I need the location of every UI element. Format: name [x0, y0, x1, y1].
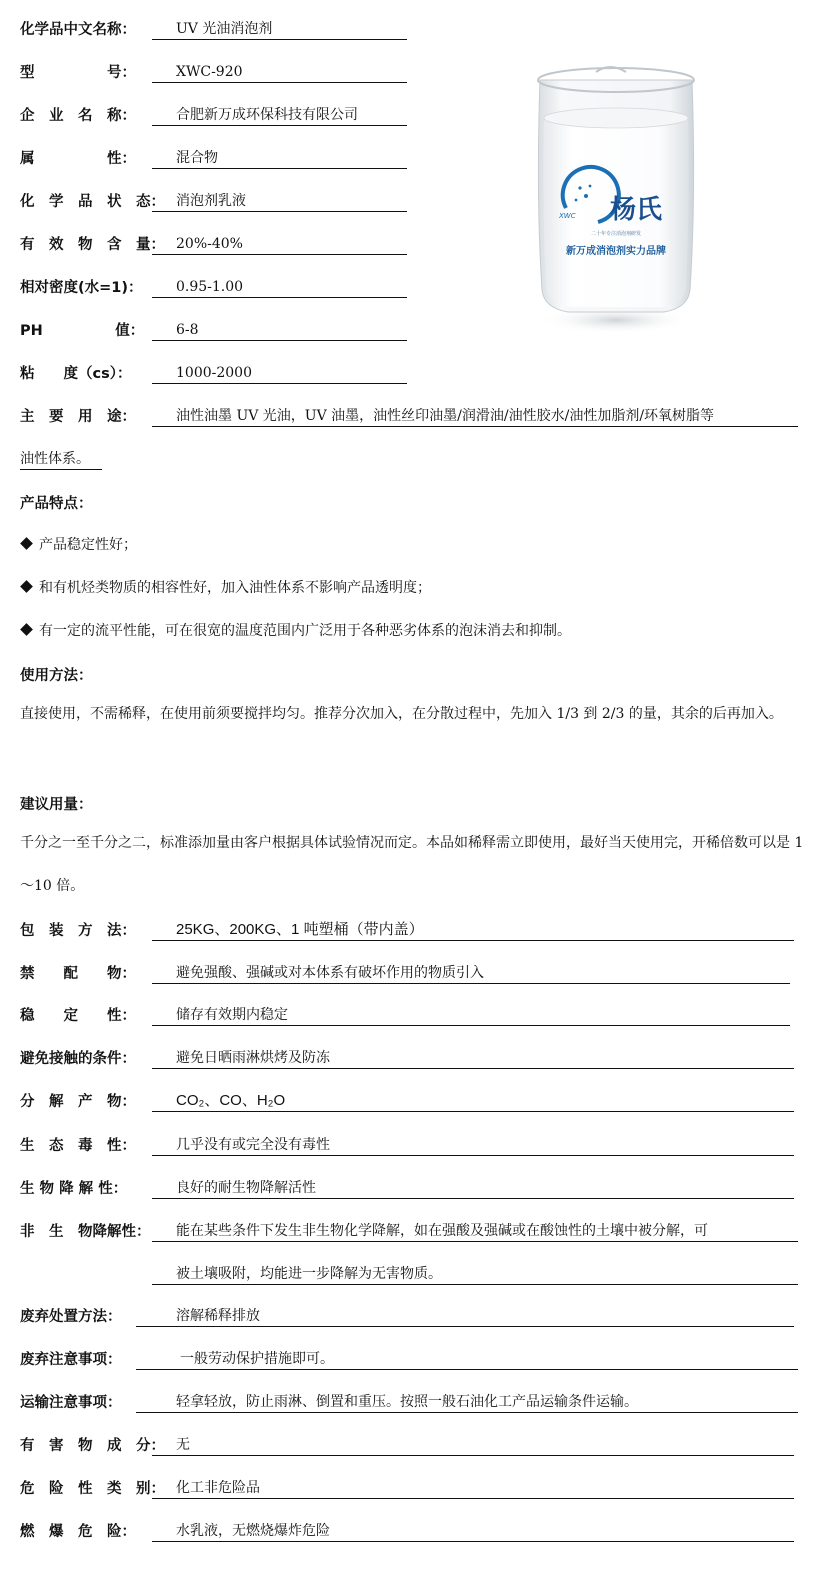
spec-label: PH 值：	[20, 323, 145, 339]
feature-item	[20, 535, 137, 555]
detail-label: 运输注意事项：	[20, 1395, 122, 1411]
detail-label: 有 害 物 成 分：	[20, 1438, 165, 1454]
spec-value: 1000-2000	[152, 363, 407, 384]
spec-label: 化学品中文名称：	[20, 22, 136, 38]
detail-value: 避免日晒雨淋烘烤及防冻	[152, 1048, 794, 1069]
detail-label: 避免接触的条件：	[20, 1051, 136, 1067]
usage-line1: 油性油墨 UV 光油，UV 油墨，油性丝印油墨/润滑油/油性胶水/油性加脂剂/环氧树脂等	[152, 406, 798, 427]
spec-value: UV 光油消泡剂	[152, 19, 407, 40]
product-beaker-image	[528, 58, 704, 340]
brand-name: 杨氏	[610, 195, 663, 225]
bullet-icon	[20, 580, 33, 593]
spec-value: 消泡剂乳液	[152, 191, 407, 212]
feature-text: 和有机烃类物质的相容性好，加入油性体系不影响产品透明度；	[39, 580, 431, 596]
usage-line2: 油性体系。	[20, 449, 102, 470]
detail-label: 废弃注意事项：	[20, 1352, 122, 1368]
detail-label: 危 险 性 类 别：	[20, 1481, 165, 1497]
detail-value: CO₂、CO、H₂O	[152, 1091, 794, 1112]
method-text: 直接使用，不需稀释，在使用前须要搅拌均匀。推荐分次加入，在分散过程中，先加入 1/3 到 2/3 的量，其余的后再加入。	[20, 706, 783, 722]
spec-label: 化 学 品 状 态：	[20, 194, 165, 210]
detail-label: 燃 爆 危 险：	[20, 1524, 136, 1540]
spec-label: 有 效 物 含 量：	[20, 237, 165, 253]
detail-label: 稳 定 性：	[20, 1008, 136, 1024]
detail-value: 25KG、200KG、1 吨塑桶（带内盖）	[152, 920, 794, 941]
small-tagline: 二十年专注消泡剂研发	[590, 231, 642, 237]
bullet-icon	[20, 537, 33, 550]
detail-value: 化工非危险品	[152, 1478, 794, 1499]
spec-label: 粘 度（cs）：	[20, 366, 132, 382]
spec-value: 合肥新万成环保科技有限公司	[152, 105, 407, 126]
spec-value: 0.95-1.00	[152, 277, 407, 298]
bullet-icon	[20, 623, 33, 636]
detail-value: 良好的耐生物降解活性	[152, 1178, 794, 1199]
feature-text: 有一定的流平性能，可在很宽的温度范围内广泛用于各种恶劣体系的泡沫消去和抑制。	[39, 623, 571, 639]
nonbio-line2: 被土壤吸附，均能进一步降解为无害物质。	[152, 1264, 798, 1285]
dosage-text: 千分之一至千分之二，标准添加量由客户根据具体试验情况而定。本品如稀释需立即使用，最好当天使用完，开稀倍数可以是 1～10 倍。	[20, 835, 804, 894]
detail-value: 几乎没有或完全没有毒性	[152, 1135, 794, 1156]
detail-label: 禁 配 物：	[20, 966, 136, 982]
detail-value: 避免强酸、强碱或对本体系有破坏作用的物质引入	[152, 963, 790, 984]
feature-item	[20, 621, 571, 641]
spec-value: 混合物	[152, 148, 407, 169]
detail-value: 溶解稀释排放	[136, 1306, 794, 1327]
nonbio-line1: 能在某些条件下发生非生物化学降解，如在强酸及强碱或在酸蚀性的土壤中被分解，可	[152, 1221, 798, 1242]
dosage-heading: 建议用量：	[20, 797, 93, 813]
logo-text: XWC	[559, 212, 576, 220]
detail-label: 废弃处置方法：	[20, 1309, 122, 1325]
detail-label: 生 态 毒 性：	[20, 1138, 136, 1154]
brand-tagline: 新万成消泡剂实力品牌	[566, 246, 666, 257]
detail-value: 一般劳动保护措施即可。	[136, 1349, 798, 1370]
detail-value: 储存有效期内稳定	[152, 1005, 790, 1026]
spec-value: 6-8	[152, 320, 407, 341]
features-heading: 产品特点：	[20, 496, 93, 512]
detail-value: 轻拿轻放，防止雨淋、倒置和重压。按照一般石油化工产品运输条件运输。	[136, 1392, 798, 1413]
spec-label: 企 业 名 称：	[20, 108, 136, 124]
spec-value: 20%-40%	[152, 234, 407, 255]
usage-label: 主 要 用 途：	[20, 409, 136, 425]
nonbio-label: 非 生 物降解性：	[20, 1224, 151, 1240]
spec-value: XWC-920	[152, 62, 407, 83]
spec-label: 相对密度(水=1)：	[20, 280, 143, 296]
detail-label: 生 物 降 解 性：	[20, 1181, 128, 1197]
detail-label: 包 装 方 法：	[20, 923, 136, 939]
detail-value: 水乳液，无燃烧爆炸危险	[152, 1521, 794, 1542]
detail-value: 无	[152, 1435, 794, 1456]
spec-label: 属 性：	[20, 151, 136, 167]
detail-label: 分 解 产 物：	[20, 1094, 136, 1110]
spec-label: 型 号：	[20, 65, 136, 81]
feature-item	[20, 578, 431, 598]
feature-text: 产品稳定性好；	[39, 537, 137, 553]
method-heading: 使用方法：	[20, 668, 93, 684]
